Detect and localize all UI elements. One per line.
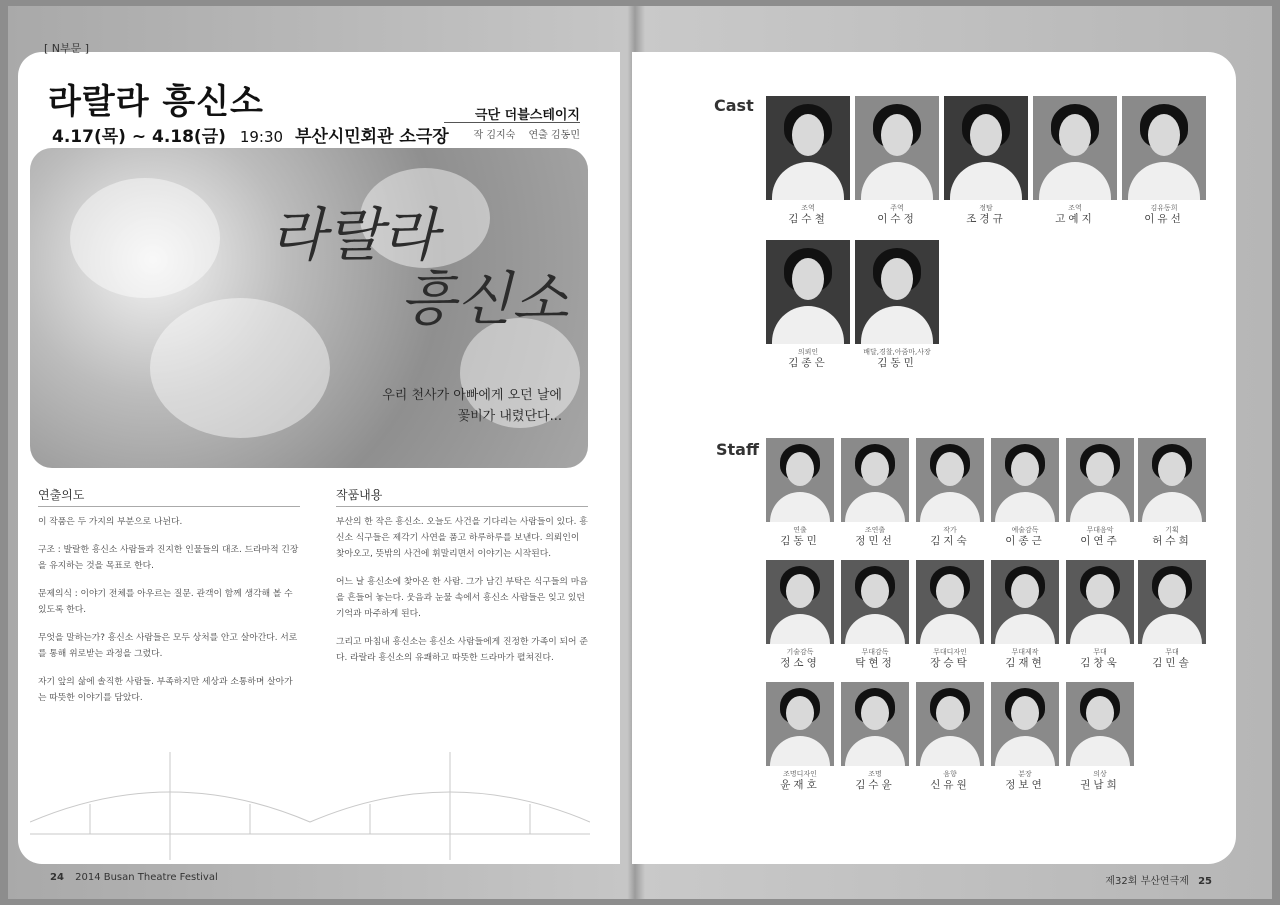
writer-credit: 작 김지숙: [473, 130, 516, 141]
synopsis-heading: 작품내용: [336, 486, 588, 507]
staff-photo: [991, 682, 1059, 766]
staff-role: 조연출: [864, 526, 886, 534]
play-title: 라랄라 흥신소: [48, 82, 264, 122]
cast-name: 이유선: [1144, 213, 1184, 225]
cast-photo: [944, 96, 1028, 200]
footer-left: [50, 872, 218, 883]
staff-photo: [991, 560, 1059, 644]
tagline: [382, 386, 562, 428]
staff-role: 조명디자인: [783, 770, 817, 778]
hero-image: [30, 148, 588, 468]
cast-name: 김수철: [788, 213, 828, 225]
staff-role: 무대: [1093, 648, 1107, 656]
cast-name: 김종은: [788, 357, 828, 369]
cast-heading: Cast: [714, 96, 754, 115]
hero-title-line1: 라랄라: [270, 201, 439, 269]
footer-right-text: 제32회 부산연극제: [1105, 876, 1189, 887]
page-number-left: 24: [50, 872, 64, 883]
performance-info: [52, 122, 449, 147]
staff-photo: [1066, 560, 1134, 644]
tagline-line1: 우리 천사가 아빠에게 오던 날에: [382, 388, 562, 403]
cast-name: 이수정: [877, 213, 917, 225]
staff-name: 이종근: [1005, 535, 1045, 547]
staff-role: 기술감독: [786, 648, 814, 656]
cast-photo: [766, 96, 850, 200]
staff-photo: [916, 682, 984, 766]
footer-left-text: 2014 Busan Theatre Festival: [75, 872, 218, 883]
bridge-illustration: [30, 742, 590, 860]
director-note-paragraph: 무엇을 말하는가? 흥신소 사람들은 모두 상처를 안고 살아간다. 서로를 통해 위로받는 과정을 그렸다.: [38, 633, 298, 659]
staff-role: 무대제작: [1011, 648, 1039, 656]
director-note-heading: 연출의도: [38, 486, 300, 507]
director-note-body: [38, 514, 300, 718]
theatre-company: 극단 더블스테이지: [475, 108, 580, 123]
staff-role: 무대음악: [1086, 526, 1114, 534]
staff-photo: [766, 560, 834, 644]
staff-name: 김지숙: [930, 535, 970, 547]
synopsis-body: [336, 514, 588, 678]
staff-name: 허수희: [1152, 535, 1192, 547]
staff-name: 정민선: [855, 535, 895, 547]
staff-name: 장승탁: [930, 657, 970, 669]
performance-time: 19:30: [239, 128, 284, 146]
credits: [444, 122, 580, 141]
cast-photo: [855, 96, 939, 200]
staff-photo: [766, 682, 834, 766]
cast-photo: [766, 240, 850, 344]
cast-role: 정탐: [979, 204, 993, 212]
staff-photo: [916, 560, 984, 644]
footer-right: [1105, 872, 1212, 887]
staff-name: 정보연: [1005, 779, 1045, 791]
staff-photo: [841, 560, 909, 644]
director-note-paragraph: 이 작품은 두 가지의 부분으로 나뉜다.: [38, 517, 183, 527]
staff-role: 예술감독: [1011, 526, 1039, 534]
director-note-paragraph: 자기 앞의 삶에 솔직한 사람들. 부족하지만 세상과 소통하며 살아가는 따뜻한 이야기를 담았다.: [38, 677, 293, 703]
staff-name: 권남희: [1080, 779, 1120, 791]
staff-name: 김민솔: [1152, 657, 1192, 669]
staff-name: 이연주: [1080, 535, 1120, 547]
staff-photo: [1066, 682, 1134, 766]
cast-role: 조역: [801, 204, 815, 212]
staff-role: 의상: [1093, 770, 1107, 778]
hero-calligraphy-title: [270, 201, 569, 333]
synopsis-paragraph: 어느 날 흥신소에 찾아온 한 사람. 그가 남긴 부탁은 식구들의 마음을 흔들어 놓는다. 웃음과 눈물 속에서 흥신소 사람들은 잊고 있던 기억과 마주하게 된다.: [336, 577, 588, 619]
tagline-line2: 꽃비가 내렸단다...: [457, 408, 562, 424]
director-note-paragraph: 구조 : 발랄한 흥신소 사람들과 진지한 인물들의 대조. 드라마적 긴장을 유지하는 것을 목표로 한다.: [38, 545, 299, 571]
staff-photo: [841, 438, 909, 522]
staff-name: 김재현: [1005, 657, 1045, 669]
cast-role: 주역: [890, 204, 904, 212]
staff-role: 무대: [1165, 648, 1179, 656]
cast-name: 고예지: [1055, 213, 1095, 225]
cast-name: 조경규: [966, 213, 1006, 225]
cast-photo: [855, 240, 939, 344]
cast-role: 조역: [1068, 204, 1082, 212]
cast-role: 김유동희: [1150, 204, 1178, 212]
staff-heading: Staff: [716, 440, 759, 459]
section-tag: [ N부문 ]: [44, 42, 90, 55]
staff-photo: [916, 438, 984, 522]
staff-role: 조명: [868, 770, 882, 778]
staff-role: 무대감독: [861, 648, 889, 656]
staff-name: 정소영: [780, 657, 820, 669]
page-number-right: 25: [1198, 876, 1212, 887]
staff-photo: [991, 438, 1059, 522]
staff-name: 김창욱: [1080, 657, 1120, 669]
performance-date: 4.17(목) ~ 4.18(금): [52, 127, 226, 147]
staff-name: 김수윤: [855, 779, 895, 791]
staff-name: 윤재호: [780, 779, 820, 791]
staff-photo: [1138, 560, 1206, 644]
cast-role: 의뢰인: [797, 348, 819, 356]
staff-role: 기획: [1165, 526, 1179, 534]
synopsis-paragraph: 부산의 한 작은 흥신소. 오늘도 사건을 기다리는 사람들이 있다. 흥신소 식구들은 제각기 사연을 품고 하루하루를 보낸다. 의뢰인이 찾아오고, 뜻밖의 사건에 휘말리면서 이야기는 시작된다.: [336, 517, 588, 559]
director-note-paragraph: 문제의식 : 이야기 전체를 아우르는 질문. 관객이 함께 생각해 볼 수 있도록 한다.: [38, 589, 293, 615]
staff-role: 무대디자인: [933, 648, 967, 656]
staff-photo: [841, 682, 909, 766]
staff-role: 연출: [793, 526, 807, 534]
cast-photo: [1033, 96, 1117, 200]
staff-name: 탁현정: [855, 657, 895, 669]
staff-photo: [1138, 438, 1206, 522]
blossom-shape: [70, 178, 220, 298]
cast-photo: [1122, 96, 1206, 200]
synopsis-paragraph: 그리고 마침내 흥신소는 흥신소 사람들에게 진정한 가족이 되어 준다. 라랄라 흥신소의 유쾌하고 따뜻한 드라마가 펼쳐진다.: [336, 637, 588, 663]
staff-name: 김동민: [780, 535, 820, 547]
staff-name: 신유원: [930, 779, 970, 791]
staff-photo: [1066, 438, 1134, 522]
staff-role: 음향: [943, 770, 957, 778]
hero-title-line2: 흥신소: [400, 264, 569, 333]
staff-role: 분장: [1018, 770, 1032, 778]
director-credit: 연출 김동민: [528, 130, 580, 141]
cast-name: 김동민: [877, 357, 917, 369]
cast-role: 배달,경찰,아줌마,사장: [863, 348, 931, 356]
staff-photo: [766, 438, 834, 522]
staff-role: 작가: [943, 526, 957, 534]
performance-venue: 부산시민회관 소극장: [294, 127, 449, 147]
